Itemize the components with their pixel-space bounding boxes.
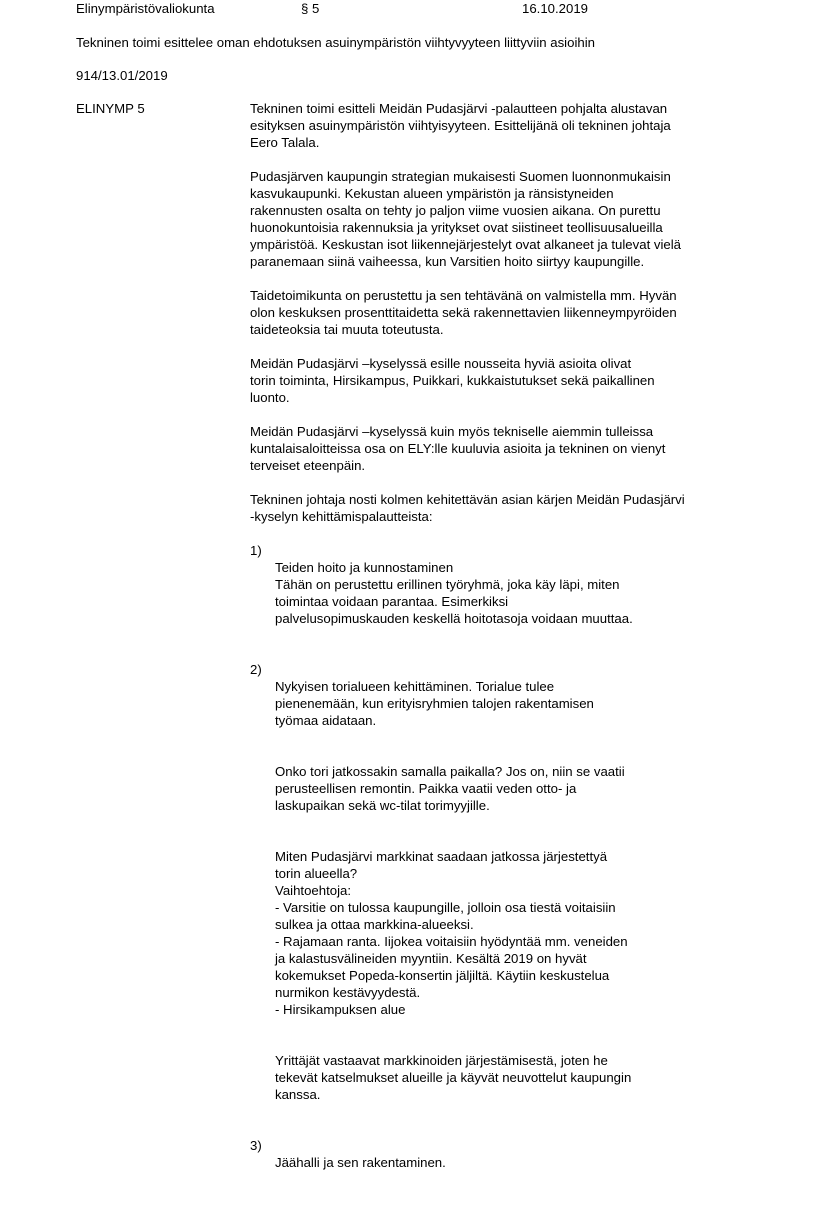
document-header <box>76 0 776 18</box>
paragraph: Pudasjärven kaupungin strategian mukaisesti Suomen luonnonmukaisin kasvukaupunki. Kekustan alueen ympäristön ja ränsistyneiden rakennusten osalta on tehty jo paljon viime vuosien aikana. On purettu huonokuntoisia rakennuksia ja yritykset ovat siistineet teollisuusalueilla ympäristöä. Keskustan isot liikennejärjestelyt ovat alkaneet ja tulevat vielä paranemaan siinä vaiheessa, kun Varsitien hoito siirtyy kaupungille. <box>250 169 682 269</box>
list-text: Teiden hoito ja kunnostaminen Tähän on perustettu erillinen työryhmä, joka käy läpi, miten toimintaa voidaan parantaa. Esimerkiksi palvelusopimuskauden keskellä hoitotasoja voidaan muuttaa. <box>275 560 633 626</box>
item-code: ELINYMP 5 <box>76 101 145 116</box>
paragraph: Meidän Pudasjärvi –kyselyssä esille nousseita hyviä asioita olivat torin toiminta, Hirsikampus, Puikkari, kukkaistutukset sekä paikallinen luonto. <box>250 356 655 405</box>
list-item-body <box>275 661 750 1120</box>
board-name: Elinympäristövaliokunta <box>76 1 215 16</box>
list-text: Miten Pudasjärvi markkinat saadaan jatkossa järjestettyä torin alueella? Vaihtoehtoja: - Varsitie on tulossa kaupungille, jolloin osa tiestä voitaisiin sulkea ja ottaa markkina-alueeksi. - Rajamaan ranta. Iijokea voitaisiin hyödyntää mm. veneiden ja kalastusvälineiden myyntiin. Kesältä 2019 on hyvät kokemukset Popeda-konsertin jäljiltä. Käytiin keskustelua nurmikon kestävyydestä. - Hirsikampuksen alue <box>275 849 628 1017</box>
list-text: Yrittäjät vastaavat markkinoiden järjestämisestä, joten he tekevät katselmukset alueille ja käyvät neuvottelut kaupungin kanssa. <box>275 1053 632 1102</box>
list-item <box>250 1137 750 1188</box>
development-list <box>250 542 750 1188</box>
meeting-date: 16.10.2019 <box>522 1 589 16</box>
minutes-body <box>250 100 750 1205</box>
list-item-body <box>275 542 750 644</box>
list-item-body <box>275 1137 750 1188</box>
list-item <box>250 542 750 644</box>
list-text: Onko tori jatkossakin samalla paikalla? Jos on, niin se vaatii perusteellisen remontin. Paikka vaatii veden otto- ja laskupaikan sekä wc-tilat torimyyjille. <box>275 764 625 813</box>
list-number: 1) <box>250 543 262 558</box>
record-number: 914/13.01/2019 <box>76 68 168 83</box>
list-number: 2) <box>250 662 262 677</box>
paragraph: Meidän Pudasjärvi –kyselyssä kuin myös tekniselle aiemmin tulleissa kuntalaisaloitteissa osa on ELY:lle kuuluvia asioita ja tekninen on vienyt terveiset eteenpäin. <box>250 424 666 473</box>
section-number: § 5 <box>301 1 320 16</box>
subject-line: Tekninen toimi esittelee oman ehdotuksen asuinympäristön viihtyvyyteen liittyviin asioihin <box>76 35 595 50</box>
paragraph: Taidetoimikunta on perustettu ja sen tehtävänä on valmistella mm. Hyvän olon keskuksen prosenttitaidetta sekä rakennettavien liikenneympyröiden taideteoksia tai muuta toteutusta. <box>250 288 677 337</box>
paragraph: Tekninen toimi esitteli Meidän Pudasjärvi -palautteen pohjalta alustavan esityksen asuinympäristön viihtyisyyteen. Esittelijänä oli tekninen johtaja Eero Talala. <box>250 101 671 150</box>
list-item <box>250 661 750 1120</box>
list-text: Nykyisen torialueen kehittäminen. Torialue tulee pienenemään, kun erityisryhmien talojen rakentamisen työmaa aidataan. <box>275 679 594 728</box>
paragraph: Tekninen johtaja nosti kolmen kehitettävän asian kärjen Meidän Pudasjärvi -kyselyn kehittämispalautteista: <box>250 492 685 524</box>
list-number: 3) <box>250 1138 262 1153</box>
list-text: Jäähalli ja sen rakentaminen. <box>275 1155 446 1170</box>
